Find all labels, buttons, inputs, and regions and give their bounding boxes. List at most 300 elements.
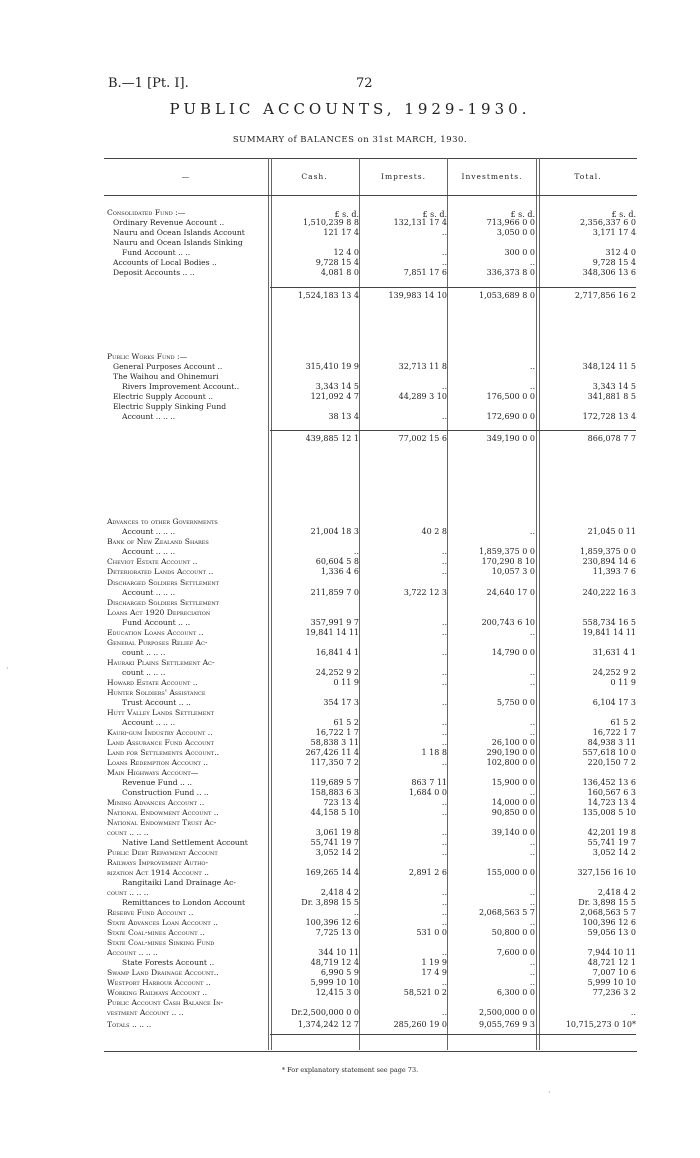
cash-cell: 211,859 7 0 xyxy=(310,588,359,597)
investments-cell: .. xyxy=(529,527,535,536)
cash-cell: 0 11 9 xyxy=(333,678,359,687)
totals-line xyxy=(270,1034,636,1035)
cash-cell: 58,838 3 11 xyxy=(310,738,359,747)
row-label: Loans Redemption Account .. xyxy=(107,758,209,767)
row-label: Nauru and Ocean Islands Account xyxy=(113,228,245,237)
column-header-label: — xyxy=(181,172,191,181)
investments-cell xyxy=(448,608,535,618)
total-cell: 136,452 13 6 xyxy=(582,778,636,787)
imprests-cell xyxy=(361,517,447,527)
cash-cell xyxy=(269,658,359,668)
row-label: Account .. .. .. xyxy=(122,547,176,556)
row-label: Howard Estate Account .. xyxy=(107,678,198,687)
row-label: Advances to other Governments xyxy=(107,517,218,526)
cash-cell: 439,885 12 1 xyxy=(305,434,359,443)
row-label: Account .. .. .. xyxy=(107,948,158,957)
imprests-cell: .. xyxy=(441,808,447,817)
investments-cell: 176,500 0 0 xyxy=(486,392,535,401)
investments-cell: .. xyxy=(529,838,535,847)
imprests-cell: .. xyxy=(441,547,447,556)
cash-cell xyxy=(269,818,359,828)
total-cell: 16,722 1 7 xyxy=(592,728,636,737)
imprests-cell: .. xyxy=(441,838,447,847)
total-cell xyxy=(540,517,636,527)
cash-cell xyxy=(269,352,359,362)
investments-cell: 26,100 0 0 xyxy=(491,738,535,747)
total-cell: 341,881 8 5 xyxy=(587,392,636,401)
investments-cell xyxy=(448,402,535,412)
investments-cell: .. xyxy=(529,898,535,907)
cash-cell: 12 4 0 xyxy=(333,248,359,257)
investments-cell: 713,966 0 0 xyxy=(486,218,535,227)
investments-cell: .. xyxy=(529,362,535,371)
cash-cell: 3,343 14 5 xyxy=(315,382,359,391)
imprests-cell: .. xyxy=(441,728,447,737)
row-label: Land Assurance Fund Account xyxy=(107,738,214,747)
investments-cell xyxy=(448,858,535,868)
column-header-total: Total. xyxy=(574,172,602,181)
imprests-cell xyxy=(361,858,447,868)
total-cell: 5,999 10 10 xyxy=(587,978,636,987)
row-label: Deposit Accounts .. .. xyxy=(113,268,195,277)
cash-cell xyxy=(269,768,359,778)
total-cell: 160,567 6 3 xyxy=(587,788,636,797)
row-label: Main Highways Account— xyxy=(107,768,199,777)
row-label: Native Land Settlement Account xyxy=(122,838,248,847)
row-label: The Waihou and Ohinemuri xyxy=(113,372,219,381)
investments-cell xyxy=(448,598,535,608)
cash-cell: 158,883 6 3 xyxy=(310,788,359,797)
imprests-cell xyxy=(361,352,447,362)
imprests-cell: 863 7 11 xyxy=(411,778,447,787)
imprests-cell: .. xyxy=(441,718,447,727)
row-label: Westport Harbour Account .. xyxy=(107,978,211,987)
investments-cell: .. xyxy=(529,382,535,391)
cash-cell: 38 13 4 xyxy=(328,412,359,421)
row-label: Consolidated Fund :— xyxy=(107,208,186,217)
total-cell: 42,201 19 8 xyxy=(587,828,636,837)
total-cell: 2,068,563 5 7 xyxy=(580,908,636,917)
total-cell xyxy=(540,998,636,1008)
cash-cell: 3,061 19 8 xyxy=(315,828,359,837)
imprests-cell xyxy=(361,878,447,888)
total-cell xyxy=(540,402,636,412)
cash-cell: 267,426 11 4 xyxy=(305,748,359,757)
investments-cell: 1,053,689 8 0 xyxy=(479,291,535,300)
investments-cell: .. xyxy=(529,668,535,677)
row-label: General Purposes Account .. xyxy=(113,362,223,371)
imprests-cell: .. xyxy=(441,557,447,566)
total-cell: 10,715,273 0 10* xyxy=(565,1020,636,1029)
row-label: General Purposes Relief Ac- xyxy=(107,638,208,647)
row-label: Hunter Soldiers' Assistance xyxy=(107,688,206,697)
page-title: PUBLIC ACCOUNTS, 1929-1930. xyxy=(169,100,531,118)
cash-cell xyxy=(269,998,359,1008)
total-cell: 7,007 10 6 xyxy=(592,968,636,977)
total-cell: 3,171 17 4 xyxy=(592,228,636,237)
total-cell: 9,728 15 4 xyxy=(592,258,636,267)
total-cell: 59,056 13 0 xyxy=(587,928,636,937)
row-label: vestment Account .. .. xyxy=(107,1008,184,1017)
imprests-cell: 1,684 0 0 xyxy=(408,788,447,797)
row-label: Totals .. .. .. xyxy=(107,1020,152,1029)
total-cell: 230,894 14 6 xyxy=(582,557,636,566)
total-cell xyxy=(540,238,636,248)
cash-cell: 117,350 7 2 xyxy=(310,758,359,767)
imprests-cell: .. xyxy=(441,668,447,677)
column-header-investments: Investments. xyxy=(461,172,523,181)
row-label: State Coal-mines Account .. xyxy=(107,928,205,937)
total-cell xyxy=(540,938,636,948)
page-subtitle: SUMMARY of BALANCES on 31st MARCH, 1930. xyxy=(232,135,468,145)
row-label: Discharged Soldiers Settlement xyxy=(107,578,220,587)
row-label: Account .. .. .. xyxy=(122,718,176,727)
row-label: State Forests Account .. xyxy=(122,958,215,967)
column-divider xyxy=(359,158,360,1050)
investments-cell: 170,290 8 10 xyxy=(481,557,535,566)
total-cell: 240,222 16 3 xyxy=(582,588,636,597)
imprests-cell: 531 0 0 xyxy=(416,928,447,937)
total-cell: 6,104 17 3 xyxy=(592,698,636,707)
total-cell xyxy=(540,372,636,382)
investments-cell xyxy=(448,818,535,828)
total-cell: 2,418 4 2 xyxy=(597,888,636,897)
investments-cell: 155,000 0 0 xyxy=(486,868,535,877)
row-label: count .. .. .. xyxy=(107,828,149,837)
investments-cell: 172,690 0 0 xyxy=(486,412,535,421)
investments-cell: 102,800 0 0 xyxy=(486,758,535,767)
imprests-cell: 139,983 14 10 xyxy=(388,291,447,300)
cash-cell: 2,418 4 2 xyxy=(320,888,359,897)
cash-cell xyxy=(269,372,359,382)
investments-cell: 14,000 0 0 xyxy=(491,798,535,807)
unit-cash: £ s. d. xyxy=(334,210,359,219)
row-label: Cheviot Estate Account .. xyxy=(107,557,198,566)
cash-cell: 48,719 12 4 xyxy=(310,958,359,967)
investments-cell: .. xyxy=(529,918,535,927)
cash-cell: 119,689 5 7 xyxy=(310,778,359,787)
row-label: Working Railways Account .. xyxy=(107,988,208,997)
cash-cell xyxy=(269,238,359,248)
total-cell xyxy=(540,858,636,868)
imprests-cell: .. xyxy=(441,738,447,747)
total-cell xyxy=(540,537,636,547)
row-label: rization Act 1914 Account .. xyxy=(107,868,209,877)
unit-investments: £ s. d. xyxy=(510,210,535,219)
investments-cell: 3,050 0 0 xyxy=(496,228,535,237)
row-label: Fund Account .. .. xyxy=(122,248,191,257)
investments-cell: 9,055,769 9 3 xyxy=(479,1020,535,1029)
total-cell: 19,841 14 11 xyxy=(582,628,636,637)
cash-cell: 21,004 18 3 xyxy=(310,527,359,536)
row-label: Public Account Cash Balance In- xyxy=(107,998,224,1007)
row-label: Account .. .. .. xyxy=(122,588,176,597)
cash-cell xyxy=(269,578,359,588)
total-cell: 312 4 0 xyxy=(605,248,636,257)
investments-cell xyxy=(448,638,535,648)
row-label: Land for Settlements Account.. xyxy=(107,748,220,757)
investments-cell: .. xyxy=(529,958,535,967)
cash-cell: 100,396 12 6 xyxy=(305,918,359,927)
total-cell: 1,859,375 0 0 xyxy=(580,547,636,556)
imprests-cell: 1 18 8 xyxy=(421,748,447,757)
investments-cell xyxy=(448,238,535,248)
total-cell xyxy=(540,352,636,362)
investments-cell: .. xyxy=(529,718,535,727)
cash-cell: 315,410 19 9 xyxy=(305,362,359,371)
total-cell xyxy=(540,608,636,618)
cash-cell xyxy=(269,402,359,412)
investments-cell xyxy=(448,658,535,668)
row-label: Accounts of Local Bodies .. xyxy=(113,258,217,267)
row-label: Account .. .. .. xyxy=(122,412,176,421)
row-label: count .. .. .. xyxy=(122,668,166,677)
cash-cell: 3,052 14 2 xyxy=(315,848,359,857)
cash-cell xyxy=(269,858,359,868)
row-label: Mining Advances Account .. xyxy=(107,798,205,807)
row-label: Bank of New Zealand Shares xyxy=(107,537,209,546)
investments-cell: .. xyxy=(529,728,535,737)
row-label: count .. .. .. xyxy=(122,648,166,657)
total-cell: 2,356,337 6 0 xyxy=(580,218,636,227)
cash-cell: 16,841 4 1 xyxy=(315,648,359,657)
total-cell: .. xyxy=(630,1008,636,1017)
imprests-cell xyxy=(361,402,447,412)
imprests-cell: 58,521 0 2 xyxy=(403,988,447,997)
row-label: Ordinary Revenue Account .. xyxy=(113,218,225,227)
row-label: Electric Supply Account .. xyxy=(113,392,214,401)
total-cell: 327,156 16 10 xyxy=(577,868,636,877)
row-label: National Endowment Trust Ac- xyxy=(107,818,217,827)
investments-cell xyxy=(448,517,535,527)
investments-cell: 39,140 0 0 xyxy=(491,828,535,837)
imprests-cell: .. xyxy=(441,678,447,687)
imprests-cell xyxy=(361,598,447,608)
investments-cell xyxy=(448,768,535,778)
imprests-cell: 32,713 11 8 xyxy=(398,362,447,371)
cash-cell xyxy=(269,598,359,608)
imprests-cell: .. xyxy=(441,628,447,637)
imprests-cell: .. xyxy=(441,798,447,807)
cash-cell: 7,725 13 0 xyxy=(315,928,359,937)
investments-cell: 2,068,563 5 7 xyxy=(479,908,535,917)
subtotal-line xyxy=(270,287,636,288)
cash-cell: 357,991 9 7 xyxy=(310,618,359,627)
imprests-cell: .. xyxy=(441,848,447,857)
investments-cell xyxy=(448,998,535,1008)
cash-cell xyxy=(269,688,359,698)
header-ref: B.—1 [Pt. I]. xyxy=(108,76,189,91)
row-label: count .. .. .. xyxy=(107,888,149,897)
imprests-cell: 7,851 17 6 xyxy=(403,268,447,277)
row-label: Public Debt Repayment Account xyxy=(107,848,218,857)
total-cell xyxy=(540,578,636,588)
total-cell: 172,728 13 4 xyxy=(582,412,636,421)
imprests-cell xyxy=(361,208,447,218)
cash-cell xyxy=(269,517,359,527)
imprests-cell: 3,722 12 3 xyxy=(403,588,447,597)
total-cell: 0 11 9 xyxy=(610,678,636,687)
imprests-cell: .. xyxy=(441,898,447,907)
row-label: National Endowment Account .. xyxy=(107,808,219,817)
investments-cell xyxy=(448,578,535,588)
imprests-cell: .. xyxy=(441,698,447,707)
total-cell: 61 5 2 xyxy=(610,718,636,727)
total-cell: 24,252 9 2 xyxy=(592,668,636,677)
cash-cell xyxy=(269,608,359,618)
cash-cell: 24,252 9 2 xyxy=(315,668,359,677)
cash-cell xyxy=(269,638,359,648)
imprests-cell: 77,002 15 6 xyxy=(398,434,447,443)
row-label: Discharged Soldiers Settlement xyxy=(107,598,220,607)
imprests-cell xyxy=(361,372,447,382)
imprests-cell: .. xyxy=(441,828,447,837)
row-label: Nauru and Ocean Islands Sinking xyxy=(113,238,243,247)
total-cell: 55,741 19 7 xyxy=(587,838,636,847)
total-cell: 84,938 3 11 xyxy=(587,738,636,747)
imprests-cell: .. xyxy=(441,758,447,767)
investments-cell: .. xyxy=(529,968,535,977)
imprests-cell: 40 2 8 xyxy=(421,527,447,536)
cash-cell: 1,524,183 13 4 xyxy=(297,291,359,300)
imprests-cell: .. xyxy=(441,228,447,237)
imprests-cell xyxy=(361,938,447,948)
total-cell xyxy=(540,208,636,218)
imprests-cell: .. xyxy=(441,618,447,627)
row-label: Hauraki Plains Settlement Ac- xyxy=(107,658,215,667)
cash-cell: 1,510,239 8 8 xyxy=(303,218,359,227)
row-label: Remittances to London Account xyxy=(122,898,246,907)
margin-mark: · xyxy=(548,1088,551,1097)
total-cell xyxy=(540,598,636,608)
imprests-cell: .. xyxy=(441,248,447,257)
row-label: Kauri-gum Industry Account .. xyxy=(107,728,213,737)
cash-cell: 16,722 1 7 xyxy=(315,728,359,737)
total-cell xyxy=(540,638,636,648)
row-label: Railways Improvement Autho- xyxy=(107,858,209,867)
row-label: State Advances Loan Account .. xyxy=(107,918,218,927)
total-cell: 557,618 10 0 xyxy=(582,748,636,757)
imprests-cell: .. xyxy=(441,888,447,897)
investments-cell: .. xyxy=(529,848,535,857)
cash-cell: 9,728 15 4 xyxy=(315,258,359,267)
imprests-cell: .. xyxy=(441,258,447,267)
investments-cell: 1,859,375 0 0 xyxy=(479,547,535,556)
row-label: Hutt Valley Lands Settlement xyxy=(107,708,215,717)
investments-cell: 349,190 0 0 xyxy=(486,434,535,443)
investments-cell: .. xyxy=(529,678,535,687)
imprests-cell xyxy=(361,238,447,248)
investments-cell: 290,190 0 0 xyxy=(486,748,535,757)
row-label: Swamp Land Drainage Account.. xyxy=(107,968,219,977)
total-cell: 7,944 10 11 xyxy=(587,948,636,957)
total-cell: 558,734 16 5 xyxy=(582,618,636,627)
total-cell xyxy=(540,708,636,718)
investments-cell xyxy=(448,878,535,888)
row-label: Revenue Fund .. .. xyxy=(122,778,193,787)
total-cell: 866,078 7 7 xyxy=(587,434,636,443)
cash-cell: 121,092 4 7 xyxy=(310,392,359,401)
total-cell: 348,306 13 6 xyxy=(582,268,636,277)
investments-cell: 336,373 8 0 xyxy=(486,268,535,277)
cash-cell: 5,999 10 10 xyxy=(310,978,359,987)
investments-cell: .. xyxy=(529,258,535,267)
cash-cell: 12,415 3 0 xyxy=(315,988,359,997)
row-label: Electric Supply Sinking Fund xyxy=(113,402,227,411)
total-cell xyxy=(540,878,636,888)
cash-cell: 44,158 5 10 xyxy=(310,808,359,817)
cash-cell: 61 5 2 xyxy=(333,718,359,727)
cash-cell: .. xyxy=(353,547,359,556)
total-cell: 3,343 14 5 xyxy=(592,382,636,391)
cash-cell: 6,990 5 9 xyxy=(320,968,359,977)
total-cell xyxy=(540,688,636,698)
row-label: Loans Act 1920 Depreciation xyxy=(107,608,211,617)
investments-cell xyxy=(448,708,535,718)
investments-cell: .. xyxy=(529,788,535,797)
cash-cell: 723 13 4 xyxy=(323,798,359,807)
investments-cell: 6,300 0 0 xyxy=(496,988,535,997)
imprests-cell xyxy=(361,537,447,547)
cash-cell: 1,374,242 12 7 xyxy=(297,1020,359,1029)
cash-cell: 121 17 4 xyxy=(323,228,359,237)
cash-cell xyxy=(269,537,359,547)
total-cell xyxy=(540,658,636,668)
cash-cell xyxy=(269,208,359,218)
imprests-cell: .. xyxy=(441,567,447,576)
cash-cell: Dr. 3,898 15 5 xyxy=(301,898,359,907)
cash-cell xyxy=(269,938,359,948)
cash-cell: .. xyxy=(353,908,359,917)
investments-cell: 200,743 6 10 xyxy=(481,618,535,627)
row-label: State Coal-mines Sinking Fund xyxy=(107,938,215,947)
row-label: Fund Account .. .. xyxy=(122,618,191,627)
row-label: Deteriorated Lands Account .. xyxy=(107,567,214,576)
cash-cell xyxy=(269,878,359,888)
investments-cell xyxy=(448,372,535,382)
row-label: Trust Account .. .. xyxy=(122,698,191,707)
investments-cell: 24,640 17 0 xyxy=(486,588,535,597)
imprests-cell xyxy=(361,708,447,718)
header-separator xyxy=(104,195,637,196)
cash-cell: 4,081 8 0 xyxy=(320,268,359,277)
imprests-cell: 285,260 19 0 xyxy=(393,1020,447,1029)
unit-imprests: £ s. d. xyxy=(422,210,447,219)
total-cell: 3,052 14 2 xyxy=(592,848,636,857)
imprests-cell: .. xyxy=(441,978,447,987)
total-cell: 100,396 12 6 xyxy=(582,918,636,927)
imprests-cell: 132,131 17 4 xyxy=(393,218,447,227)
imprests-cell: .. xyxy=(441,412,447,421)
investments-cell: .. xyxy=(529,978,535,987)
imprests-cell: 1 19 9 xyxy=(421,958,447,967)
investments-cell xyxy=(448,537,535,547)
imprests-cell xyxy=(361,638,447,648)
cash-cell: 354 17 3 xyxy=(323,698,359,707)
cash-cell: 344 10 11 xyxy=(318,948,359,957)
row-label: Reserve Fund Account .. xyxy=(107,908,194,917)
investments-cell: 2,500,000 0 0 xyxy=(479,1008,535,1017)
total-cell: 77,236 3 2 xyxy=(592,988,636,997)
imprests-cell: .. xyxy=(441,648,447,657)
investments-cell: 14,790 0 0 xyxy=(491,648,535,657)
imprests-cell xyxy=(361,658,447,668)
total-cell: 220,150 7 2 xyxy=(587,758,636,767)
row-label: Rangitaiki Land Drainage Ac- xyxy=(122,878,236,887)
cash-cell: Dr.2,500,000 0 0 xyxy=(291,1008,359,1017)
total-cell: 21,045 0 11 xyxy=(587,527,636,536)
imprests-cell xyxy=(361,998,447,1008)
